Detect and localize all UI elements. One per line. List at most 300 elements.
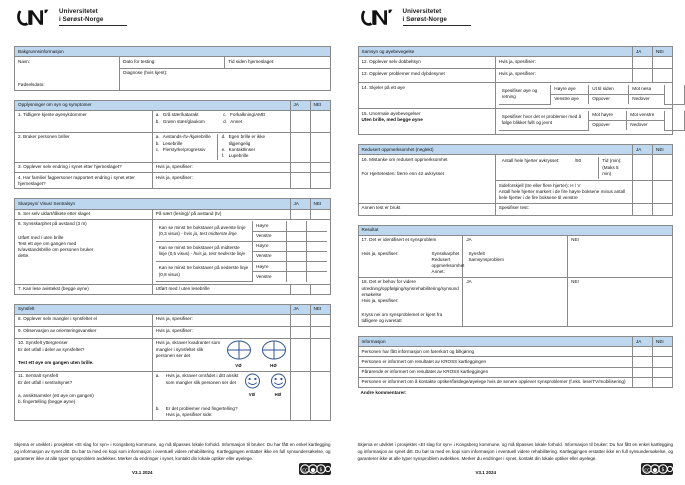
label-q4: 4. Har familie/ fagpersoner rapportert endring i synet etter hjerneslaget? — [15, 173, 153, 189]
table-row — [358, 277, 673, 326]
label-antall-text: Antall hele hjerter avkrysset: — [501, 158, 560, 164]
page-right — [343, 0, 685, 485]
checkbox-nei-info3[interactable] — [653, 367, 673, 377]
eye-circle-crosshair-icon — [261, 340, 287, 360]
checkbox-nei-q10[interactable] — [310, 338, 330, 371]
table-row — [15, 110, 331, 132]
table-row — [358, 155, 673, 181]
table-row — [156, 262, 327, 272]
table-bakgrunnsinformasjon — [14, 46, 331, 91]
checkbox-ja-q12[interactable] — [633, 57, 653, 69]
options-q2 — [152, 132, 290, 162]
label-dato-for-testing: Dato for testing: — [123, 58, 156, 64]
checkbox-nei-q2[interactable] — [310, 132, 330, 162]
q11-b-text: Er det problemer med fingertelling? — [165, 406, 238, 412]
usn-logo-text — [55, 8, 127, 26]
visus-text: Kan se minst tre bokstaver på midterste linje (0,5 visus) - — [158, 245, 240, 257]
column-header-nei: NEI — [653, 337, 673, 347]
checkbox-ja-q3[interactable] — [290, 162, 310, 172]
checkbox-ja-q10[interactable] — [290, 338, 310, 371]
column-header-ja: JA — [290, 100, 310, 110]
label-fodselsdato: Fødselsdato: — [18, 81, 45, 87]
input-q13-spesifiser[interactable]: Hvis ja, spesifiser: — [495, 69, 632, 83]
label-q10-l2: Er det utfall i deler av synsfeltet? — [18, 346, 85, 352]
nested-q14 — [499, 85, 685, 105]
figure-label-ho: HØ — [270, 363, 277, 369]
table-row — [15, 162, 331, 172]
column-header-ja: JA — [633, 47, 653, 57]
central-field-left-eye[interactable] — [244, 373, 261, 398]
label-q12: 12. Opplever selv dobbeltsyn — [358, 57, 495, 69]
label-q17-hvis-ja: Hvis ja, spesifiser: — [361, 250, 399, 256]
input-q8-spesifiser[interactable]: Hvis ja, spesifiser: — [152, 314, 290, 326]
visus-text: Kan se minst tre bokstaver på nederste linje (0,8 visus) — [158, 265, 249, 277]
table-row — [156, 221, 327, 231]
label-navn: Navn: — [18, 58, 31, 64]
visus-italic: hvis ja, test midterste linje — [184, 231, 237, 237]
checkbox-nei-q7[interactable] — [310, 284, 330, 294]
svg-text:cc: cc — [644, 467, 650, 474]
detail-q14-text: Spesifiser øye og retning — [501, 87, 538, 100]
opt-label[interactable]: Avstands-/tv-/kjørebrille — [162, 134, 211, 140]
q17-opt-synsskarphet[interactable]: Synsskarphet — [431, 250, 460, 256]
table-row — [15, 132, 331, 162]
opt-key: e. — [221, 146, 226, 152]
table-row — [358, 57, 673, 69]
label-q1: 1. Tidligere kjente øyesykdommer — [15, 110, 153, 132]
label-q10-l3: Test ett øye om gangen uten brille. — [18, 359, 94, 365]
label-hoyre: Høyre — [253, 262, 287, 272]
checkbox-ja-info4[interactable] — [633, 377, 653, 387]
label-q8: 8. Opplever selv mangler i synsfeltet el — [15, 314, 153, 326]
label-q16 — [358, 155, 495, 203]
label-q15-l1: 15. Unormale øyebevegelser — [361, 110, 421, 116]
smiley-face-icon — [244, 373, 261, 389]
checkbox-ja-annen[interactable] — [633, 203, 653, 215]
q15-dir-down[interactable]: Nedover — [627, 120, 665, 130]
checkbox-ja-q17[interactable]: JA — [463, 235, 568, 277]
section-header-informasjon — [358, 337, 673, 347]
checkbox-nei-q6b-h[interactable] — [307, 241, 327, 251]
section-header-samsyn — [358, 47, 673, 57]
table-synsfelt — [14, 304, 331, 421]
label-q11-l1: 11. Sentralt synsfelt — [18, 373, 59, 379]
label-q7: 7. Kan lese avistekst (begge øyne) — [15, 284, 153, 294]
table-row — [499, 111, 685, 121]
table-skarpsyn — [14, 198, 331, 294]
central-field-figures[interactable] — [244, 373, 287, 398]
opt-label[interactable]: Grønn stær/glaukom — [162, 118, 205, 124]
q11-b-text2[interactable]: Hvis ja, spesifiser side: — [165, 412, 213, 418]
table-informasjon — [358, 336, 674, 388]
table-samsyn — [358, 46, 674, 135]
checkbox-nei-info1[interactable] — [653, 347, 673, 357]
label-q18-l3: Kryss nei om synsproblemet er kjent fra tidligere og ivaretatt — [361, 312, 443, 324]
checkbox-nei-q16a[interactable] — [653, 155, 673, 181]
opt-key: a. — [155, 134, 160, 140]
input-annen-test-spesifiser[interactable]: Spesifiser test: — [495, 203, 632, 215]
central-field-right-eye[interactable] — [270, 373, 287, 398]
label-q18-l1: 18. Det er behov for videre utredning/oppfølging/synsrehabilitering/synsundersøkelse — [361, 279, 459, 297]
column-header-ja: JA — [290, 304, 310, 314]
label-q11-l4: b. fingertelling (begge øyne) — [18, 398, 76, 404]
checkbox-nei-info4[interactable] — [653, 377, 673, 387]
q15-dir-up[interactable]: Oppover — [589, 120, 627, 130]
q11-a-key: a. — [155, 373, 160, 379]
q11-a-text: Hvis ja, skraver området i ditt ansikt som mangler slik personen ser det — [165, 373, 239, 385]
q15-dir-left[interactable]: Mot venstre — [627, 111, 665, 121]
q15-dir-right[interactable]: Mot høyre — [589, 111, 627, 121]
cell-tid-siden[interactable] — [225, 57, 330, 68]
table-row — [15, 57, 331, 68]
usn-logo-underline — [59, 25, 127, 26]
label-hoyre: Høyre — [253, 221, 287, 231]
cc-license-badge[interactable] — [299, 463, 331, 475]
section-title: Synsfelt — [15, 304, 291, 314]
q17-opt-samsynsproblem[interactable]: Samsynsproblem — [468, 256, 504, 262]
label-q15-l2: Uten brille, med begge øyne — [361, 116, 423, 122]
checkbox-ja-q16b[interactable] — [633, 181, 653, 204]
table-resultat — [358, 225, 674, 327]
figure-label-vo: VØ — [248, 392, 256, 398]
q17-opt-annet[interactable]: Annet: — [431, 269, 445, 275]
section-header-neglekt — [358, 145, 673, 155]
info-row-person-kross: Personen er informert om resultatet av KROSS kartleggingen — [358, 357, 633, 367]
label-q16-l1: 16. Mistanke om redusert oppmerksomhet — [361, 156, 448, 162]
usn-logo-line1: Universitetet — [59, 8, 98, 15]
q14-dir-up[interactable]: Oppover — [589, 94, 629, 104]
subtable-q15 — [495, 109, 672, 135]
table-opplysninger — [14, 100, 331, 190]
input-q9-spesifiser[interactable]: Hvis ja, spesifiser: — [152, 326, 290, 338]
usn-logo-underline — [403, 25, 471, 26]
column-header-nei: NEI — [310, 304, 330, 314]
checkbox-nei-q6c-h[interactable] — [307, 262, 327, 272]
input-q4-spesifiser[interactable]: Hvis ja, spesifiser: — [152, 173, 290, 189]
label-q17: 17. Det er identifisert et synsproblem — [361, 237, 437, 243]
table-row — [358, 83, 673, 109]
figure-label-vo: VØ — [235, 363, 242, 369]
table-row — [15, 371, 331, 420]
checkbox-ja-q18[interactable]: JA — [463, 277, 568, 326]
section-header-bakgrunn — [15, 47, 331, 57]
visus-italic: hvis ja, test nederste linje — [193, 251, 246, 257]
visus-line-03 — [156, 221, 253, 241]
footer-version: V3.1 2024 — [132, 470, 153, 475]
nested-q15 — [499, 111, 685, 131]
detail-q7[interactable]: Utført med / uten lesebrille — [152, 284, 290, 294]
checkbox-nei-q18[interactable]: NEI — [568, 277, 673, 326]
checkbox-nei-q6a-v[interactable] — [307, 231, 327, 241]
table-row — [499, 157, 629, 179]
smiley-face-icon — [270, 373, 287, 389]
table-row — [499, 85, 685, 95]
checkbox-ja-q6c-h[interactable] — [287, 262, 307, 272]
usn-logo — [360, 8, 674, 38]
detail-q11 — [152, 371, 290, 420]
info-row-parorende-kross: Pårørende er informert om resultatet av KROSS kartleggingen — [358, 367, 633, 377]
checkbox-ja-q6b-h[interactable] — [287, 241, 307, 251]
table-row — [15, 314, 331, 326]
sideforskjell-l1: Sideforskjell (tre eller flere hjerter): H / V — [498, 182, 581, 188]
footer-disclaimer: Skjema er utviklet i prosjektet «Et slag for syn» i Kongsberg kommune, og må tilpasses lokale forhold. Informasjon til bruker: Du har fått en enkel kartlegging og informasjon av synet ditt. Du bør ta med en kopi som informasjon i eventuell videre rehabilitering. Kartleggingen erstatter ikke en full synsundersøkelse, og garanterer ikke at alle typer synsproblem avdekkes. Merker du endringer i synet, kontakt din lokale optiker eller øyelege. — [357, 441, 673, 461]
label-q16-l2: For Hjertetesten: færre enn 42 avkrysset — [361, 171, 444, 177]
checkbox-nei-q17[interactable]: NEI — [568, 235, 673, 277]
label-q6-note2: Test ett øye om gangen med — [18, 240, 77, 246]
creative-commons-icon — [299, 463, 331, 475]
options-q1 — [152, 110, 290, 132]
label-q6-note1: Utført med / uten brille — [18, 234, 64, 240]
q11-b-key: b. — [155, 406, 160, 412]
checkbox-nei-q13[interactable] — [653, 69, 673, 83]
table-neglekt — [358, 144, 674, 215]
table-row — [15, 219, 331, 284]
table-row — [358, 377, 673, 387]
cell-diagnose[interactable] — [120, 68, 330, 90]
detail-q10-text: Hvis ja, skraver kvadranter som mangler i synsfeltet slik personen ser det — [155, 340, 221, 358]
q14-dir-nose[interactable]: Mot nesa — [629, 85, 665, 95]
detail-q14 — [499, 85, 551, 104]
section-title: Resultat — [358, 225, 673, 235]
label-annen-test: Annen test er brukt — [358, 203, 495, 215]
footer-left — [14, 441, 331, 475]
label-q15 — [358, 109, 495, 135]
checkbox-nei-q16b[interactable] — [653, 181, 673, 204]
checkbox-ja-q4[interactable] — [290, 173, 310, 189]
label-diagnose: Diagnose (hvis kjent): — [123, 70, 168, 76]
sideforskjell-l2: Antall hele hjerter markert i de fire høyre boksene minus antall — [498, 188, 626, 194]
section-title: Bakgrunnsinformasjon — [15, 47, 331, 57]
q14-dir-out[interactable]: Ut til siden — [589, 85, 629, 95]
svg-text:$: $ — [661, 467, 665, 474]
label-q13: 13. Opplever problemer med dybdesynet — [358, 69, 495, 83]
usn-logo-text — [399, 8, 471, 26]
subtable-q14 — [495, 83, 672, 109]
nested-visus-rows — [156, 221, 327, 282]
checkbox-nei-q3[interactable] — [310, 162, 330, 172]
label-q6-note4: dette. — [18, 253, 30, 259]
cell-q18 — [358, 277, 463, 326]
checkbox-nei-q12[interactable] — [653, 57, 673, 69]
section-header-synsfelt — [15, 304, 331, 314]
checkbox-ja-q16a[interactable] — [633, 155, 653, 181]
section-header-skarpsyn — [15, 199, 331, 209]
checkbox-ja-q9[interactable] — [290, 326, 310, 338]
column-header-nei: NEI — [653, 145, 673, 155]
checkbox-ja-info3[interactable] — [633, 367, 653, 377]
eye-circle-crosshair-icon — [226, 340, 252, 360]
opt-key: c. — [223, 112, 227, 118]
creative-commons-icon — [641, 463, 673, 475]
table-row — [15, 338, 331, 371]
checkbox-ja-q7[interactable] — [290, 284, 310, 294]
usn-logo-line2: i Sørøst-Norge — [59, 15, 104, 23]
opt-label[interactable]: Annet — [230, 118, 243, 124]
label-q6 — [15, 219, 153, 284]
checkbox-nei-q6a-h[interactable] — [307, 221, 327, 231]
opt-key: b. — [155, 140, 160, 146]
column-header-ja: JA — [633, 337, 653, 347]
cell-navn-fodselsdato[interactable] — [15, 57, 120, 90]
q17-opt-redusert-oppmerksomhet[interactable]: Redusert oppmerksomhet — [431, 256, 465, 268]
q14-eye-right[interactable]: Høyre øye — [551, 85, 589, 95]
opt-label[interactable]: Kontaktlinser — [228, 146, 256, 152]
visus-text: Kan se minst tre bokstaver på øverste linje (0,3 visus) - — [158, 224, 246, 237]
opt-key: a. — [155, 112, 160, 118]
label-antall-hjerter[interactable] — [499, 157, 599, 179]
figure-label-ho: HØ — [274, 392, 282, 398]
table-row — [358, 235, 673, 277]
usn-logo-mark — [16, 8, 52, 32]
section-header-resultat — [358, 225, 673, 235]
detail-q15-text: Spesifiser hvor det er problemer med å følge blikket fullt og jevnt — [501, 113, 582, 126]
table-row — [358, 367, 673, 377]
label-q6-title: 6. Synsskarphet på avstand (3 m) — [18, 221, 87, 227]
section-title: Samsyn og øyebevegelse — [358, 47, 633, 57]
section-title: Skarpsyn/ Visus/ Sentralsyn — [15, 199, 291, 209]
detail-q5[interactable]: På nært (lesing)/ på avstand (tv) — [152, 209, 290, 219]
checkbox-nei-q6c-v[interactable] — [307, 272, 327, 282]
checkbox-ja-q15[interactable] — [665, 111, 685, 130]
subtable-q6 — [152, 219, 330, 284]
info-row-kontakt-optiker: Personen er informert om å kontakte optiker/fastlege/øyelege hvis de senere opplever synsproblemer (f.eks. lese/TV/mobilisering) — [358, 377, 633, 387]
input-q3-spesifiser[interactable]: Hvis ja, spesifiser: — [152, 162, 290, 172]
checkbox-nei-q11[interactable] — [310, 371, 330, 420]
opt-label[interactable]: Flerstyrke/progressiv — [162, 146, 206, 152]
table-row — [358, 109, 673, 135]
section-header-opplysninger — [15, 100, 331, 110]
cc-license-badge[interactable] — [641, 463, 673, 475]
checkbox-nei-q5[interactable] — [310, 209, 330, 219]
section-title: Opplysninger om syn og symptomer — [15, 100, 291, 110]
table-row — [358, 203, 673, 215]
label-tid-note: (Maks 5 min) — [602, 164, 619, 176]
label-q6-note3: tv/avstandsbrille om personen bruker — [18, 246, 94, 252]
table-row — [15, 326, 331, 338]
opt-key: f. — [221, 153, 225, 159]
checkbox-ja-q6a-v[interactable] — [287, 231, 307, 241]
opt-key: d. — [223, 118, 227, 124]
label-q11-l3-text: a. ansiktsamsler (ett øye om gangen) — [18, 392, 94, 398]
table-row — [358, 357, 673, 367]
checkbox-ja-q11[interactable] — [290, 371, 310, 420]
usn-logo — [16, 8, 331, 38]
visus-line-08 — [156, 262, 253, 282]
checkbox-ja-q6c-v[interactable] — [287, 272, 307, 282]
column-header-ja: JA — [290, 199, 310, 209]
opt-label[interactable]: Forkalkning/AMD — [230, 112, 266, 118]
visual-field-figures[interactable] — [226, 340, 287, 369]
usn-logo-mark — [360, 8, 396, 32]
svg-text:$: $ — [318, 467, 323, 474]
visus-line-05 — [156, 241, 253, 261]
opt-key: c. — [155, 146, 160, 152]
label-hoyre: Høyre — [253, 241, 287, 251]
info-row-forerkort: Personen har fått informasjon om førerkort og bilkjøring — [358, 347, 633, 357]
label-q18-l2[interactable]: Hvis ja, spesifiser: — [361, 297, 399, 303]
checkbox-nei-q6b-v[interactable] — [307, 251, 327, 261]
svg-text:●: ● — [310, 467, 315, 474]
table-row — [358, 69, 673, 83]
label-q10 — [15, 338, 153, 371]
opt-key: b. — [155, 118, 160, 124]
checkbox-ja-q6b-v[interactable] — [287, 251, 307, 261]
cell-q17 — [358, 235, 504, 277]
footer-disclaimer: Skjema er utviklet i prosjektet «Et slag for syn» i Kongsberg kommune, og må tilpasses lokale forhold. Informasjon til bruker: Du har fått en enkel kartlegging og informasjon av synet ditt. Du bør ta med en kopi som informasjon i eventuell videre rehabilitering. Kartleggingen erstatter ikke en full synsundersøkelse, og garanterer ikke at alle typer synsproblem avdekkes. Merker du endringer i synet, kontakt din lokale optiker eller øyelege. — [14, 441, 331, 461]
table-row — [15, 209, 331, 219]
visual-field-right-eye[interactable] — [261, 340, 287, 369]
opt-label[interactable]: Lesebrille — [162, 140, 183, 146]
svg-text:cc: cc — [301, 467, 308, 474]
input-q12-spesifiser[interactable]: Hvis ja, spesifiser: — [495, 57, 632, 69]
table-row — [156, 241, 327, 251]
label-q11 — [15, 371, 153, 420]
detail-q10 — [152, 338, 290, 371]
usn-logo-line1: Universitetet — [402, 8, 442, 15]
footer-right — [358, 441, 674, 475]
checkbox-ja-q2[interactable] — [290, 132, 310, 162]
label-venstre: Venstre — [253, 272, 287, 282]
q14-dir-down[interactable]: Nedover — [629, 94, 665, 104]
checkbox-nei-annen[interactable] — [653, 203, 673, 215]
checkbox-ja-q6a-h[interactable] — [287, 221, 307, 231]
cell-tid[interactable] — [599, 157, 629, 179]
label-q5: 5. Ser selv uklart/tåkete etter slaget — [15, 209, 153, 219]
checkbox-ja-q8[interactable] — [290, 314, 310, 326]
checkbox-ja-q13[interactable] — [633, 69, 653, 83]
checkbox-nei-q4[interactable] — [310, 173, 330, 189]
column-header-nei: NEI — [310, 100, 330, 110]
q14-eye-left[interactable]: Venstre øye — [551, 94, 589, 104]
table-row — [15, 173, 331, 189]
label-tid: Tid (min): — [602, 158, 622, 164]
usn-logo-line2: i Sørøst-Norge — [402, 15, 447, 23]
label-tid-siden: Tid siden hjerneslaget: — [228, 58, 275, 64]
column-header-nei: NEI — [653, 47, 673, 57]
checkbox-ja-info1[interactable] — [633, 347, 653, 357]
value-antall-max: /50 — [574, 158, 582, 164]
label-q14: 14. Skjeler på ett øye — [358, 83, 495, 109]
opt-label[interactable]: Egen brille er ikke tilgjengelig — [228, 134, 266, 146]
label-q2: 2. Bruker personen briller — [15, 132, 153, 162]
opt-key: d. — [221, 134, 226, 140]
label-q10-l1: 10. Synsfelt yttergrenser — [18, 340, 68, 346]
footer-version: V3.1 2024 — [475, 470, 497, 475]
checkbox-ja-q5[interactable] — [290, 209, 310, 219]
opt-label[interactable]: Lupebrille — [228, 153, 249, 159]
column-header-ja: JA — [633, 145, 653, 155]
checkbox-nei-q9[interactable] — [310, 326, 330, 338]
opt-label[interactable]: Grå stær/katarakt — [162, 112, 199, 118]
visual-field-left-eye[interactable] — [226, 340, 252, 369]
checkbox-nei-q1[interactable] — [310, 110, 330, 132]
checkbox-nei-q8[interactable] — [310, 314, 330, 326]
checkbox-nei-info2[interactable] — [653, 357, 673, 367]
checkbox-ja-info2[interactable] — [633, 357, 653, 367]
q17-opt-synsfelt[interactable]: Synsfelt — [468, 250, 485, 256]
cell-dato-for-testing[interactable] — [120, 57, 225, 68]
label-venstre: Venstre — [253, 251, 287, 261]
section-title: Redusert oppmerksomhet (neglekt) — [358, 145, 633, 155]
cell-q16-antall — [495, 155, 632, 181]
column-header-nei: NEI — [310, 199, 330, 209]
cell-sideforskjell — [495, 181, 632, 204]
checkbox-ja-q14[interactable] — [665, 85, 685, 104]
checkbox-ja-q1[interactable] — [290, 110, 310, 132]
label-q3: 3. Opplever selv endring i synet etter hjerneslaget? — [15, 162, 153, 172]
table-row — [15, 284, 331, 294]
label-andre-kommentarer[interactable]: Andre kommentarer: — [360, 390, 407, 396]
